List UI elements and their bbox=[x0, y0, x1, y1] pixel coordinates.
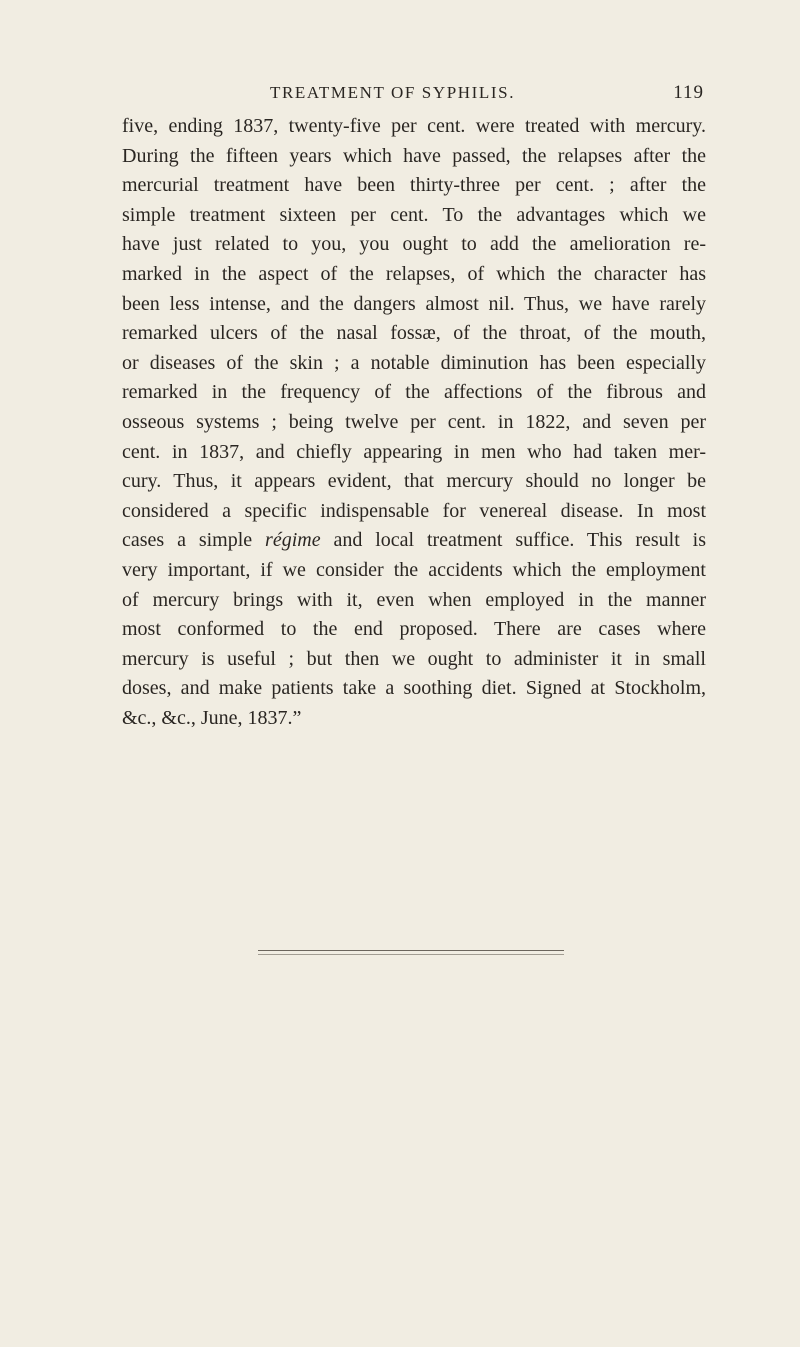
text-line: simple treatment sixteen per cent. To the advantages which we bbox=[122, 203, 706, 226]
text-line: marked in the aspect of the relapses, of which the character has bbox=[122, 262, 706, 285]
text-line: very important, if we consider the accidents which the employment bbox=[122, 558, 706, 581]
text-line: have just related to you, you ought to add the amelioration re- bbox=[122, 233, 706, 256]
running-head bbox=[122, 78, 704, 108]
body-paragraph bbox=[122, 112, 706, 733]
text-line: mercury is useful ; but then we ought to administer it in small bbox=[122, 647, 706, 670]
text-line: five, ending 1837, twenty-five per cent. were treated with mercury. bbox=[122, 115, 706, 137]
running-title: TREATMENT OF SYPHILIS. bbox=[270, 83, 516, 102]
text-line: doses, and make patients take a soothing diet. Signed at Stockholm, bbox=[122, 677, 706, 700]
section-divider-shadow bbox=[258, 954, 564, 955]
text-line: mercurial treatment have been thirty-three per cent. ; after the bbox=[122, 174, 706, 197]
text-line: considered a specific indispensable for venereal disease. In most bbox=[122, 499, 706, 522]
section-divider bbox=[258, 950, 564, 951]
text-line: cent. in 1837, and chiefly appearing in men who had taken mer- bbox=[122, 440, 706, 463]
text-line: &c., &c., June, 1837.” bbox=[122, 706, 302, 729]
text-line: most conformed to the end proposed. There are cases where bbox=[122, 618, 706, 641]
text-line: osseous systems ; being twelve per cent. in 1822, and seven per bbox=[122, 410, 706, 433]
text-line: been less intense, and the dangers almost nil. Thus, we have rarely bbox=[122, 292, 706, 315]
italic-word: régime bbox=[265, 529, 321, 552]
text-segment: cases a simple bbox=[122, 529, 266, 552]
text-line: During the fifteen years which have passed, the relapses after the bbox=[122, 144, 706, 167]
text-line: of mercury brings with it, even when employed in the manner bbox=[122, 588, 706, 611]
page-number: 119 bbox=[673, 82, 704, 103]
text-line: cury. Thus, it appears evident, that mercury should no longer be bbox=[122, 470, 706, 493]
text-segment: and local treatment suffice. This result is bbox=[320, 529, 706, 552]
text-line: or diseases of the skin ; a notable diminution has been especially bbox=[122, 351, 706, 374]
text-line: remarked ulcers of the nasal fossæ, of the throat, of the mouth, bbox=[122, 322, 706, 345]
text-line: remarked in the frequency of the affections of the fibrous and bbox=[122, 381, 706, 404]
text-line-with-italic bbox=[122, 526, 706, 556]
